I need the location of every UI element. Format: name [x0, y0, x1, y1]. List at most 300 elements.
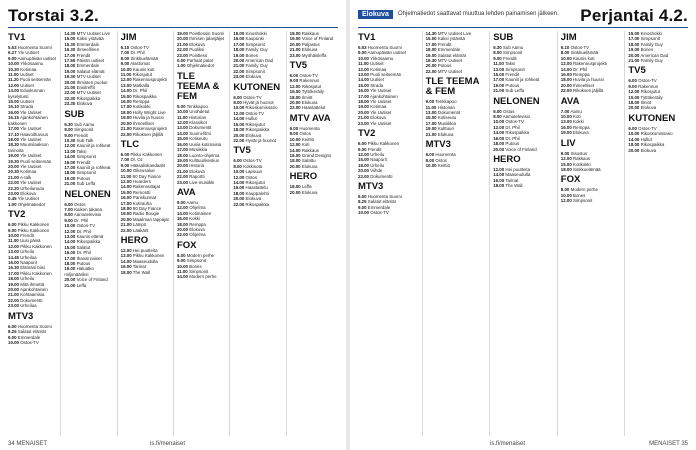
program-listing	[358, 121, 418, 126]
program-listing	[426, 132, 486, 137]
program-listing	[64, 283, 112, 288]
program-title: Kulttuuri	[437, 126, 454, 132]
channel-block	[177, 241, 225, 280]
program-title: MTV Uutiset	[437, 58, 462, 64]
program-time: 14.00	[628, 136, 640, 142]
program-time: 12.00	[560, 61, 572, 67]
guide-column	[557, 31, 621, 436]
program-title: The Wall	[132, 269, 150, 275]
program-title: Ajankohtainen	[19, 287, 48, 293]
program-listing	[628, 148, 688, 153]
program-time: 18.00	[120, 269, 132, 275]
program-time: 16.00	[64, 159, 76, 165]
program-time: 14.00	[358, 77, 369, 83]
program-title: Kotiseutu	[189, 136, 208, 142]
program-time: 7.00	[64, 206, 73, 212]
program-time: 21.00	[8, 292, 19, 298]
program-time: 20.00	[120, 120, 132, 126]
program-title: Urheiluruutu	[20, 185, 45, 191]
program-time: 17.00	[176, 147, 188, 153]
program-time: 22.00	[560, 88, 572, 94]
program-time: 13.00	[120, 253, 132, 259]
program-title: Ykkösaamu	[370, 55, 394, 61]
channel-name: KUTONEN	[628, 112, 676, 124]
program-time: 20.30	[8, 169, 19, 175]
program-title: 90 Day Fiance	[132, 173, 161, 179]
program-time: 11.00	[8, 72, 19, 78]
program-title: Historian	[188, 114, 207, 120]
channel-block	[358, 33, 418, 126]
program-time: 6.00	[289, 125, 299, 131]
program-time: 13.00	[560, 119, 572, 125]
program-title: Dokumentti	[20, 297, 43, 303]
program-title: Hääsaliskandaalit	[130, 162, 165, 168]
channel-block	[290, 172, 338, 195]
program-time: 12.00	[64, 228, 76, 234]
program-time: 16.00	[120, 99, 132, 105]
program-time: 23.00	[358, 120, 369, 126]
program-title: Frendit	[505, 72, 520, 78]
program-listing	[358, 210, 418, 215]
program-listing	[628, 105, 688, 110]
right-header-rule	[358, 27, 688, 28]
program-time: 15.00	[8, 99, 19, 105]
program-title: Ohjelmatiedot	[17, 201, 45, 207]
program-time: 8.25	[358, 199, 367, 205]
program-time: 20.00	[289, 100, 301, 106]
program-title: Family Guy	[640, 41, 663, 47]
program-title: Ensitreffit	[76, 85, 95, 91]
program-time: 11.00	[176, 114, 188, 120]
program-time: 20.00	[233, 196, 245, 202]
program-title: Salatut elämät	[367, 199, 396, 205]
program-time: 12.00	[120, 248, 132, 253]
channel-block	[64, 31, 112, 107]
program-time: 21.00	[358, 115, 369, 121]
program-title: Bones	[245, 52, 258, 58]
program-time: 6.10	[120, 45, 130, 50]
program-title: Pikku Kakkonen	[20, 243, 52, 249]
program-title: Ilmiöt	[301, 94, 313, 100]
program-listing	[493, 147, 553, 152]
channel-name: JIM	[120, 32, 137, 43]
channel-name: TV5	[289, 60, 308, 72]
channel-name: JIM	[560, 32, 577, 43]
program-time: 15.00	[64, 244, 76, 250]
program-title: Simpsonit	[245, 41, 265, 47]
program-time: 20.00	[425, 63, 437, 69]
program-title: Rakennusprojekti	[132, 126, 167, 132]
program-title: Rikoskomissario	[245, 105, 278, 111]
program-title: Putous	[76, 261, 91, 267]
program-time: 19.30	[64, 74, 76, 80]
program-time: 12.00	[358, 66, 369, 72]
program-time: 8.00	[64, 127, 73, 133]
program-time: 12.00	[176, 205, 188, 211]
right-page	[350, 0, 696, 450]
program-title: Kokkisota	[243, 163, 263, 169]
program-time: 22.00	[176, 174, 188, 180]
program-title: Elokuva	[245, 132, 262, 138]
program-time: 11.00	[358, 61, 369, 67]
program-title: Kaunis koti	[132, 66, 155, 72]
program-title: Yle Uutiset	[17, 50, 39, 56]
program-time: 18.00	[120, 205, 132, 211]
program-time: 19.00	[425, 126, 437, 132]
program-title: Remppa	[189, 221, 206, 227]
program-title: Haluatko miljonääriksi	[64, 266, 94, 277]
program-title: Dr. Phil	[74, 217, 89, 223]
program-time: 23.00	[289, 52, 301, 58]
channel-block	[290, 61, 338, 111]
program-title: Pointlessin Suomi	[189, 31, 225, 36]
program-title: Emmerdale	[367, 204, 391, 210]
program-title: Musiikkia	[189, 147, 208, 153]
program-time: 12.00	[120, 178, 132, 184]
program-time: 22.00	[233, 201, 245, 207]
program-time: 10.00	[560, 192, 572, 198]
program-time: 12.00	[560, 198, 572, 204]
program-time: 16.00	[8, 109, 19, 115]
program-time: 21.00	[425, 131, 437, 137]
channel-block	[426, 140, 486, 168]
program-title: Elokuva	[189, 41, 205, 47]
program-title: Rikospaikka	[76, 239, 101, 245]
program-time: 22.00	[425, 68, 437, 74]
program-title: Simpsonit	[76, 170, 96, 176]
program-time: 14.00	[120, 88, 132, 94]
program-title: Frendit	[502, 55, 517, 61]
program-title: Rakennus	[299, 78, 320, 84]
program-time: 19.00	[64, 68, 76, 74]
program-time: 1.00	[176, 63, 186, 69]
program-time: 14.00	[289, 147, 301, 153]
program-title: Tyttökeräily	[301, 89, 324, 95]
program-title: Rikosjutut	[245, 179, 265, 185]
program-time: 18.00	[560, 166, 572, 172]
program-title: Hei puutteita	[132, 248, 158, 253]
program-title: Hei puutteita	[505, 166, 531, 172]
program-title: Sub Leffa	[76, 181, 96, 187]
program-time: 18.00	[233, 47, 245, 53]
program-title: Rikoskomissario	[640, 131, 673, 137]
program-title: Muumilaakson tarinoita	[8, 142, 49, 153]
program-time: 10.30	[8, 66, 19, 72]
channel-block	[290, 114, 338, 169]
program-time: 14.45	[8, 254, 19, 260]
program-title: Yle Uutiset	[370, 99, 392, 105]
channel-block	[177, 188, 225, 238]
program-time: 18.00	[289, 94, 301, 100]
program-time: 16.00	[233, 36, 245, 42]
program-title: Emmerdale	[76, 41, 100, 47]
program-time: 18.30	[8, 142, 19, 148]
program-time: 20.00	[233, 132, 245, 138]
program-title: Uutiset	[19, 72, 34, 78]
program-title: Huomenta	[435, 152, 456, 158]
program-title: Rakennusprojekti	[573, 61, 607, 67]
program-time: 20.00	[176, 163, 188, 169]
program-title: Naapurit	[20, 260, 37, 266]
program-time: 10.00	[628, 131, 640, 137]
program-time: 17.00	[233, 41, 245, 47]
program-time: 13.00	[8, 88, 19, 94]
program-time: 16.00	[560, 72, 572, 78]
program-title: Urheilu	[20, 276, 35, 282]
program-title: Urheilu	[370, 151, 385, 157]
program-title: Leffa	[76, 282, 87, 288]
program-title: Kauniit ja rohkeat	[505, 77, 540, 83]
program-time: 9.00	[64, 132, 73, 138]
program-time: 8.00	[560, 187, 570, 193]
left-header	[8, 6, 338, 28]
program-title: Ajankohtainen kakkonen	[8, 115, 48, 126]
channel-name: AVA	[560, 95, 580, 107]
program-time: 22.00	[233, 137, 245, 143]
program-time: 16.15	[8, 115, 19, 121]
guide-column	[229, 31, 281, 436]
program-time: 10.00	[425, 162, 437, 168]
program-title: Putous	[505, 82, 520, 88]
channel-block	[8, 33, 56, 207]
program-time: 8.00	[493, 114, 502, 120]
program-time: 14.00	[233, 116, 245, 122]
program-title: Kinoshokki	[245, 31, 267, 36]
program-time: 18.00	[358, 162, 369, 168]
program-time: 20.00	[560, 82, 572, 88]
program-title: Klassikot	[189, 120, 207, 126]
program-title: Yle Uutiset	[370, 88, 392, 94]
program-time: 0.00	[176, 58, 186, 64]
program-time: 10.00	[120, 66, 132, 72]
program-time: 18.00	[8, 136, 19, 142]
program-title: Voice of Finland	[76, 277, 108, 283]
program-time: 17.00	[425, 120, 437, 126]
program-time: 13.00	[120, 82, 132, 88]
program-time: 11.00	[120, 173, 132, 179]
program-title: Haastattelut	[301, 105, 326, 111]
program-time: 15.00	[425, 36, 437, 42]
program-title: Rakkaus	[301, 147, 319, 153]
program-title: Huvila ja huussi	[132, 115, 164, 121]
program-time: 9.00	[425, 99, 435, 105]
right-header-note: Ohjelmatiedot saattavat muuttua lehden painamisen jälkeen.	[398, 11, 559, 17]
program-time: 16.00	[176, 216, 188, 222]
program-time: 14.00	[120, 258, 132, 264]
program-title: Kohtaamisia	[20, 292, 45, 298]
program-time: 6.30	[493, 45, 502, 50]
program-title: Elokuva	[370, 115, 386, 121]
channel-block	[561, 139, 621, 173]
program-time: 9.00	[8, 334, 17, 340]
program-time: 18.00	[8, 276, 19, 282]
program-time: 18.00	[64, 170, 76, 176]
program-time: 15.10	[8, 104, 19, 110]
program-listing	[8, 88, 56, 99]
program-time: 15.00	[425, 115, 437, 121]
program-time: 23.30	[64, 101, 76, 107]
program-title: Rakennus	[638, 83, 658, 89]
program-title: Rakennuttajat	[132, 184, 160, 190]
program-time: 0.45	[8, 196, 17, 202]
program-title: A-talk	[19, 174, 32, 180]
program-title: Tyttökeräily	[640, 94, 663, 100]
program-time: 9.00	[493, 55, 502, 61]
program-title: Kotimainen	[189, 210, 212, 216]
program-title: Oikeusalue	[132, 168, 155, 174]
program-title: Lääkärit	[132, 227, 149, 233]
program-time: 16.00	[233, 185, 245, 191]
program-time: 21.00	[120, 126, 132, 132]
left-footer-url: is.fi/menaiset	[150, 441, 186, 447]
program-time: 20.00	[628, 52, 640, 58]
program-time: 20.00	[233, 58, 245, 64]
program-time: 14.00	[176, 130, 188, 136]
program-time: 10.00	[560, 55, 572, 61]
program-time: 6.00	[233, 94, 242, 100]
program-title: Pikku Kakkonen	[20, 270, 52, 276]
program-title: Rikospaikka	[245, 201, 270, 207]
program-time: 10.00	[8, 233, 19, 238]
program-title: Voice of Finland	[505, 146, 537, 152]
left-day-title: Torstai 3.2.	[8, 6, 99, 25]
program-title: Frendit	[76, 159, 91, 165]
program-time: 17.00	[8, 270, 19, 276]
program-title: Dr. Phil	[505, 124, 520, 130]
program-time: 14.00	[233, 179, 245, 185]
program-time: 22.00	[8, 180, 19, 186]
program-title: Elokuva	[640, 105, 657, 111]
program-title: Rikosjutut	[132, 72, 152, 78]
program-title: Aamu	[186, 199, 198, 205]
program-time: 12.00	[560, 156, 572, 162]
program-title: Yle Uutiset	[20, 163, 42, 169]
program-listing	[121, 132, 169, 137]
program-title: Ostos-TV	[638, 125, 657, 131]
program-time: 11.00	[176, 269, 188, 274]
program-title: Rikospaikka	[76, 95, 101, 101]
program-title: Ostos	[435, 157, 447, 163]
program-time: 14.00	[176, 210, 188, 216]
program-title: Emmerdale	[76, 63, 100, 69]
program-title: Parhaat palat	[186, 58, 213, 64]
program-title: Rikoksen jäljillä	[132, 131, 163, 137]
program-time: 6.00	[233, 158, 242, 164]
program-listing	[233, 74, 281, 79]
program-time: 1.00	[8, 201, 17, 207]
program-title: Ostos-TV	[299, 73, 318, 79]
program-title: Maaseudulla	[505, 172, 531, 178]
program-title: Kaksi ystävää	[437, 36, 465, 42]
program-time: 14.00	[64, 239, 76, 245]
channel-name: NELONEN	[493, 95, 540, 107]
program-title: Ykkösaamu	[20, 61, 44, 67]
program-time: 20.00	[8, 287, 19, 293]
program-title: Puoli seitsemän	[370, 72, 402, 78]
program-title: Pikku Kakkonen	[17, 222, 50, 228]
program-title: Kotikokki	[132, 104, 151, 110]
program-time: 9.00	[176, 258, 186, 264]
program-time: 20.00	[120, 216, 132, 222]
program-title: Ihmisen jalanjäljet	[189, 36, 225, 42]
program-title: Uutiset	[20, 99, 34, 105]
left-page-number	[8, 441, 47, 447]
program-time: 21.00	[64, 181, 76, 187]
program-title: Yle Uutiset	[17, 196, 39, 202]
program-title: Kokki	[189, 216, 200, 222]
program-title: Sub Leffa	[505, 88, 525, 94]
program-title: Remontti	[132, 189, 151, 195]
program-time: 23.00	[233, 74, 245, 80]
channel-block	[628, 114, 688, 153]
program-time: 18.00	[233, 190, 245, 196]
channel-block	[121, 33, 169, 137]
program-listing	[290, 105, 338, 110]
program-time: 21.00	[493, 88, 505, 94]
program-listing	[233, 138, 281, 143]
program-title: Aamupäivän uutiset	[17, 55, 57, 61]
program-time: 17.00	[493, 77, 505, 83]
program-title: Elokuva	[76, 101, 93, 107]
program-title: American Dad	[245, 58, 274, 64]
program-time: 19.00	[176, 157, 188, 163]
program-time: 9.00	[120, 61, 130, 67]
program-title: Sinkkuelämää	[573, 166, 601, 172]
program-title: Emmerdale	[17, 334, 41, 340]
program-time: 15.00	[560, 161, 572, 167]
program-title: Myöhäisleffa	[301, 52, 327, 58]
program-title: Elokuva	[573, 130, 589, 136]
program-time: 18.00	[560, 77, 572, 83]
program-time: 18.00	[289, 31, 301, 36]
program-title: Family Guy	[245, 47, 268, 53]
program-time: 21.00	[120, 222, 132, 228]
program-title: Ohjelmatiedot	[186, 63, 214, 69]
program-time: 9.00	[358, 204, 367, 210]
channel-name: TV5	[628, 65, 646, 77]
program-title: Simpsonit	[74, 127, 94, 133]
program-title: Hyvät ja huonot	[245, 137, 277, 143]
program-title: Strada	[370, 82, 384, 88]
program-listing	[64, 101, 112, 106]
program-time: 14.30	[425, 31, 437, 36]
program-time: 12.00	[8, 243, 19, 249]
program-time: 6.00	[120, 151, 130, 157]
channel-name: MTV3	[425, 139, 451, 151]
program-title: Dr. Phil	[132, 88, 148, 94]
program-time: 17.00	[628, 36, 640, 42]
channel-block	[561, 175, 621, 203]
program-time: 15.00	[358, 82, 369, 88]
program-time: 12.00	[120, 77, 132, 83]
program-time: 19.30	[8, 158, 19, 164]
right-columns	[358, 31, 688, 436]
channel-block	[628, 66, 688, 110]
program-title: Huomenta	[299, 125, 320, 131]
program-time: 11.20	[8, 77, 19, 83]
program-time: 22.00	[120, 131, 132, 137]
program-title: Frendit	[74, 132, 88, 138]
program-title: Simpsonit	[505, 66, 525, 72]
program-time: 12.00	[493, 166, 505, 172]
channel-block	[561, 33, 621, 94]
program-title: Urheilua	[20, 303, 37, 309]
program-time: 15.00	[120, 93, 132, 99]
program-time: 22.00	[289, 105, 301, 111]
program-time: 10.00	[289, 136, 301, 142]
program-time: 15.00	[493, 72, 505, 78]
program-title: Tarinat	[132, 264, 146, 270]
